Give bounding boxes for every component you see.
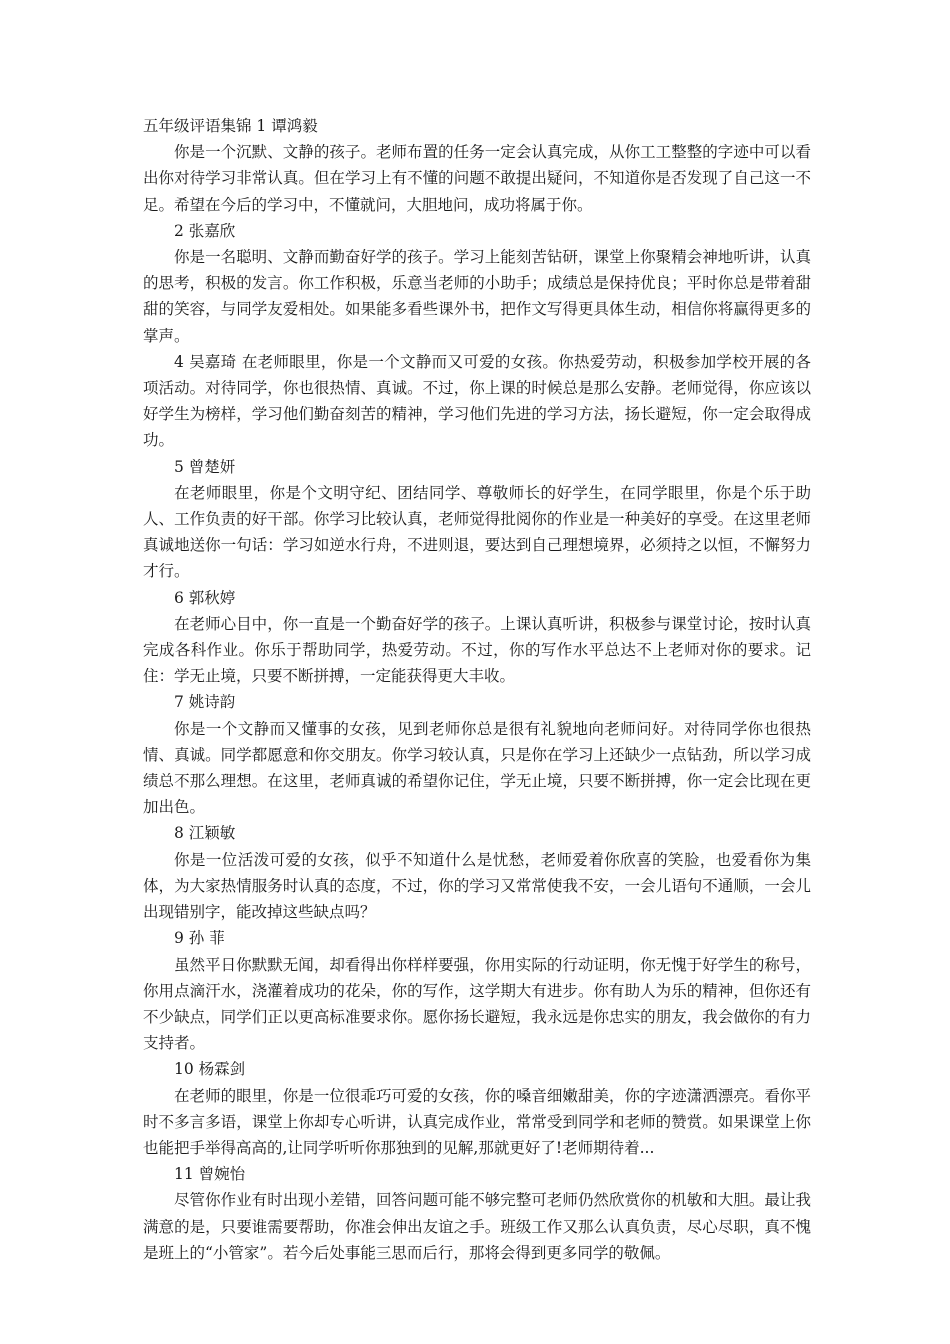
comment-paragraph: 你是一个文静而又懂事的女孩，见到老师你总是很有礼貌地向老师问好。对待同学你也很热情、真诚。同学都愿意和你交朋友。你学习较认真，只是你在学习上还缺少一点钻劲，所以学习成绩总不那么理想。在这里，老师真诚的希望你记住，学无止境，只要不断拼搏，你一定会比现在更加出色。 bbox=[143, 719, 811, 817]
comment-paragraph: 你是一名聪明、文静而勤奋好学的孩子。学习上能刻苦钻研，课堂上你聚精会神地听讲，认真的思考，积极的发言。你工作积极，乐意当老师的小助手；成绩总是保持优良；平时你总是带着甜甜的笑容，与同学友爱相处。如果能多看些课外书，把作文写得更具体生动，相信你将赢得更多的掌声。 bbox=[143, 248, 811, 345]
comment-paragraph: 4 吴嘉琦 在老师眼里，你是一个文静而又可爱的女孩。你热爱劳动，积极参加学校开展的各项活动。对待同学，你也很热情、真诚。不过，你上课的时候总是那么安静。老师觉得，你应该以好学生为榜样，学习他们勤奋刻苦的精神，学习他们先进的学习方法，扬长避短，你一定会取得成功。 bbox=[143, 352, 811, 450]
student-label: 10 杨霖剑 bbox=[174, 1060, 246, 1079]
student-label: 2 张嘉欣 bbox=[174, 221, 236, 240]
comment-paragraph: 在老师的眼里，你是一位很乖巧可爱的女孩，你的嗓音细嫩甜美，你的字迹潇洒漂亮。看你平时不多言多语，课堂上你却专心听讲，认真完成作业，常常受到同学和老师的赞赏。如果课堂上你也能把手举得高高的,让同学听听你那独到的见解,那就更好了!老师期待着... bbox=[143, 1086, 811, 1157]
student-label: 11 曾婉怡 bbox=[174, 1165, 246, 1184]
student-label: 7 姚诗韵 bbox=[174, 693, 236, 712]
comment-paragraph: 你是一个沉默、文静的孩子。老师布置的任务一定会认真完成，从你工工整整的字迹中可以看出你对待学习非常认真。但在学习上有不懂的问题不敢提出疑问，不知道你是否发现了自己这一不足。希望在今后的学习中，不懂就问，大胆地问，成功将属于你。 bbox=[143, 143, 811, 214]
student-label: 9 孙 菲 bbox=[174, 929, 225, 948]
student-label: 6 郭秋婷 bbox=[174, 588, 236, 607]
comment-paragraph: 尽管你作业有时出现小差错，回答问题可能不够完整可老师仍然欣赏你的机敏和大胆。最让我满意的是，只要谁需要帮助，你准会伸出友谊之手。班级工作又那么认真负责，尽心尽职，真不愧是班上的“小管家”。若今后处事能三思而后行，那将会得到更多同学的敬佩。 bbox=[143, 1191, 811, 1262]
comment-paragraph: 你是一位活泼可爱的女孩，似乎不知道什么是忧愁，老师爱着你欣喜的笑脸，也爱看你为集体，为大家热情服务时认真的态度，不过，你的学习又常常使我不安，一会儿语句不通顺，一会儿出现错别字，能改掉这些缺点吗？ bbox=[143, 850, 811, 922]
student-label: 5 曾楚妍 bbox=[174, 457, 236, 476]
student-label: 8 江颖敏 bbox=[174, 824, 236, 843]
comment-paragraph: 虽然平日你默默无闻，却看得出你样样要强，你用实际的行动证明，你无愧于好学生的称号，你用点滴汗水，浇灌着成功的花朵，你的写作，这学期大有进步。你有助人为乐的精神，但你还有不少缺点，同学们正以更高标准要求你。愿你扬长避短，我永远是你忠实的朋友，我会做你的有力支持者。 bbox=[143, 955, 811, 1053]
comment-paragraph: 在老师眼里，你是个文明守纪、团结同学、尊敬师长的好学生，在同学眼里，你是个乐于助人、工作负责的好干部。你学习比较认真，老师觉得批阅你的作业是一种美好的享受。在这里老师真诚地送你一句话：学习如逆水行舟，不进则退，要达到自己理想境界，必须持之以恒，不懈努力才行。 bbox=[143, 483, 811, 581]
document-title-line: 五年级评语集锦 1 谭鸿毅 bbox=[143, 117, 318, 135]
comment-paragraph: 在老师心目中，你一直是一个勤奋好学的孩子。上课认真听讲，积极参与课堂讨论，按时认真完成各科作业。你乐于帮助同学，热爱劳动。不过，你的写作水平总达不上老师对你的要求。记住：学无止境，只要不断拼搏，一定能获得更大丰收。 bbox=[143, 614, 811, 686]
document-body bbox=[143, 113, 811, 1266]
